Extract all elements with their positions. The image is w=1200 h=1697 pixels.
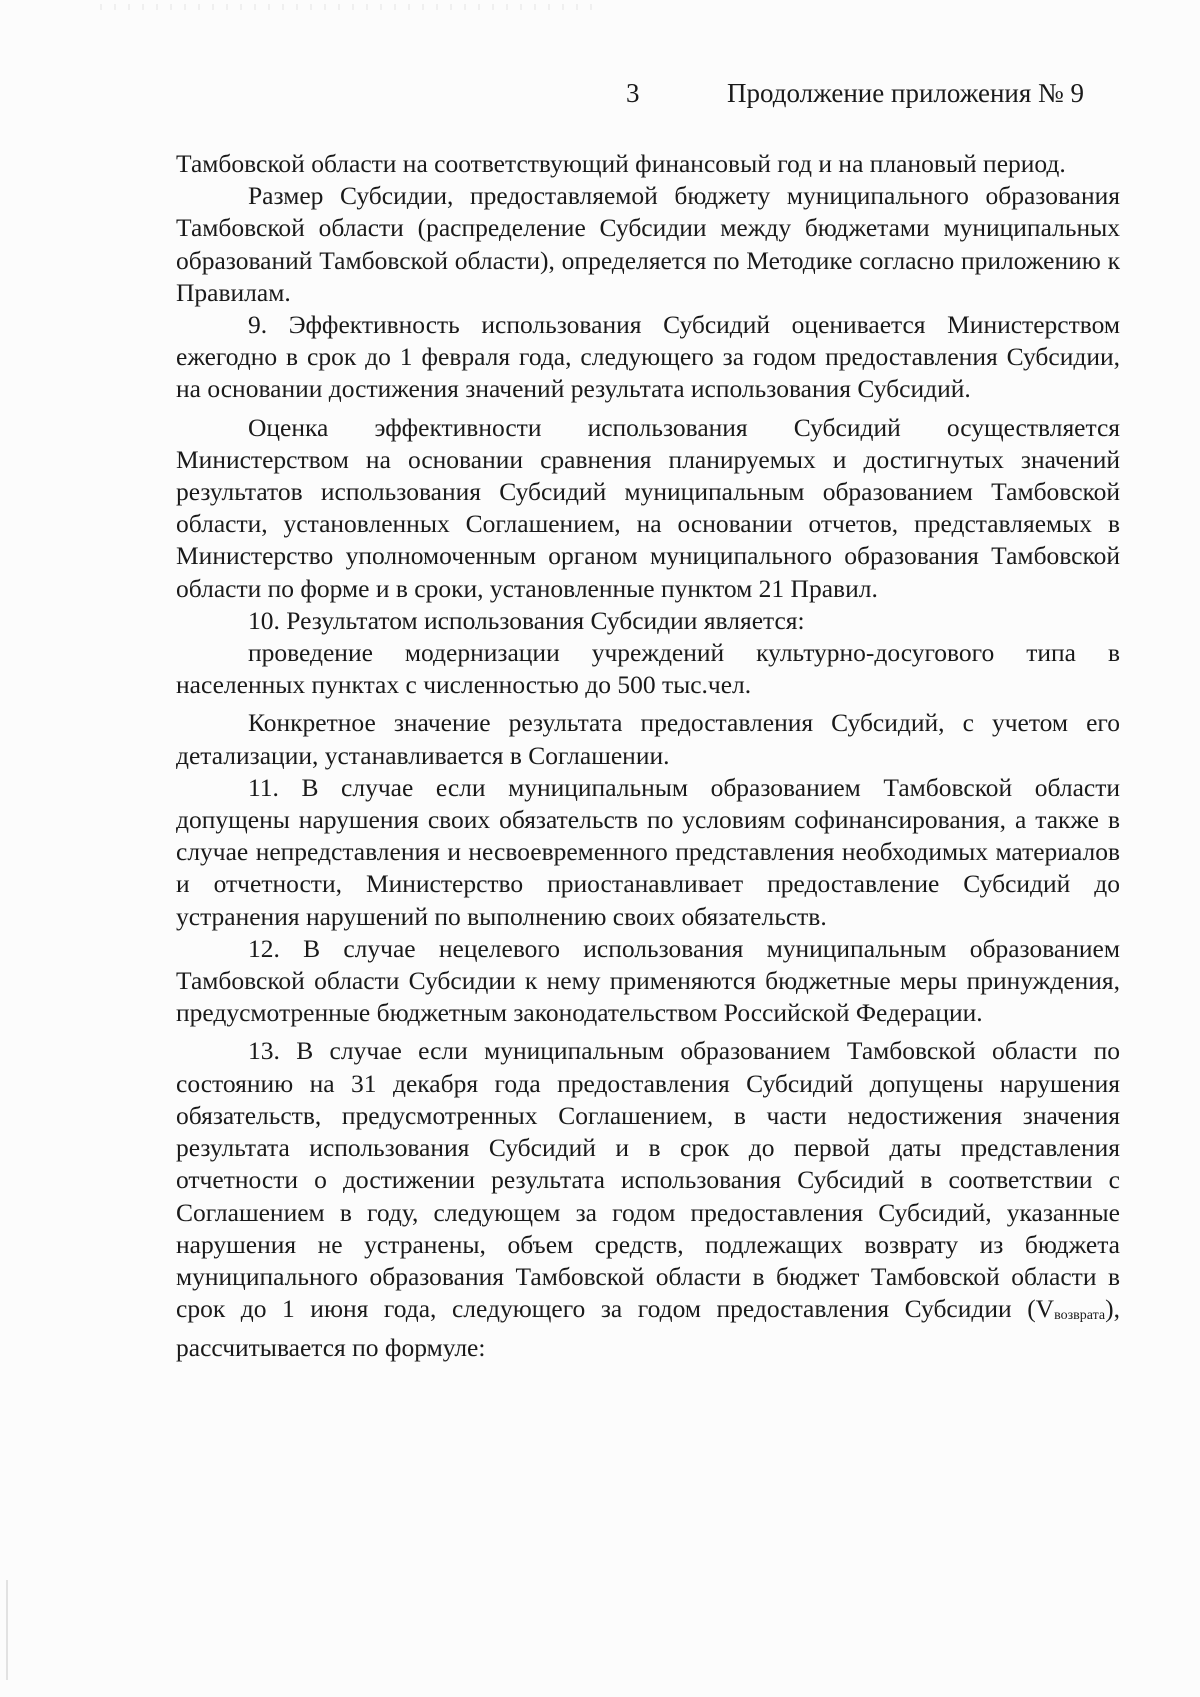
- scan-artifact: [100, 4, 600, 10]
- paragraph-item-9: 9. Эффективность использования Субсидий оценивается Министерством ежегодно в срок до 1 февраля года, следующего за годом предоставления Субсидии, на основании достижения значений результата использования Субсидий.: [176, 310, 1120, 404]
- paragraph-item-13: [176, 1035, 1120, 1364]
- paragraph: Размер Субсидии, предоставляемой бюджету муниципального образования Тамбовской области (распределение Субсидии между бюджетами муниципальных образований Тамбовской области), определяется по Методике согласно приложению к Правилам.: [176, 181, 1120, 307]
- paragraph-item-11: 11. В случае если муниципальным образованием Тамбовской области допущены нарушения своих обязательств по условиям софинансирования, а также в случае непредставления и несвоевременного представления необходимых материалов и отчетности, Министерство приостанавливает предоставление Субсидий до устранения нарушений по выполнению своих обязательств.: [176, 772, 1120, 931]
- subscript-return: возврата: [1054, 1308, 1106, 1324]
- appendix-continuation-title: Продолжение приложения № 9: [727, 78, 1085, 108]
- paragraph-item-12: 12. В случае нецелевого использования муниципальным образованием Тамбовской области Субсидии к нему применяются бюджетные меры принуждения, предусмотренные бюджетным законодательством Российской Федерации.: [176, 933, 1120, 1028]
- paragraph: Конкретное значение результата предоставления Субсидий, с учетом его детализации, устанавливается в Соглашении.: [176, 708, 1120, 770]
- paragraph: проведение модернизации учреждений культурно-досугового типа в населенных пунктах с численностью до 500 тыс.чел.: [176, 638, 1120, 700]
- paragraph-text: ), рассчитывается по формуле:: [176, 1294, 1120, 1363]
- page-number: 3: [626, 78, 640, 108]
- paragraph-item-10: 10. Результатом использования Субсидии является:: [248, 605, 805, 635]
- paragraph: Оценка эффективности использования Субсидий осуществляется Министерством на основании сравнения планируемых и достигнутых значений результатов использования Субсидий муниципальным образованием Тамбовской области, установленных Соглашением, на основании отчетов, представляемых в Министерство уполномоченным органом муниципального образования Тамбовской области по форме и в сроки, установленные пунктом 21 Правил.: [176, 412, 1120, 603]
- document-body: [176, 148, 1120, 1365]
- paragraph-text: 13. В случае если муниципальным образованием Тамбовской области по состоянию на 31 декабря года предоставления Субсидий допущены нарушения обязательств, предусмотренных Соглашением, в части недостижения значения результата использования Субсидий и в срок до первой даты представления отчетности о достижении результата использования Субсидий в соответствии с Соглашением в году, следующем за годом предоставления Субсидий, указанные нарушения не устранены, объем средств, подлежащих возврату из бюджета муниципального образования Тамбовской области в бюджет Тамбовской области в срок до 1 июня года, следующего за годом предоставления Субсидии (V: [176, 1036, 1120, 1324]
- scan-artifact: [6, 1580, 8, 1680]
- paragraph: Тамбовской области на соответствующий финансовый год и на плановый период.: [176, 149, 1066, 178]
- page-header: [0, 78, 1200, 118]
